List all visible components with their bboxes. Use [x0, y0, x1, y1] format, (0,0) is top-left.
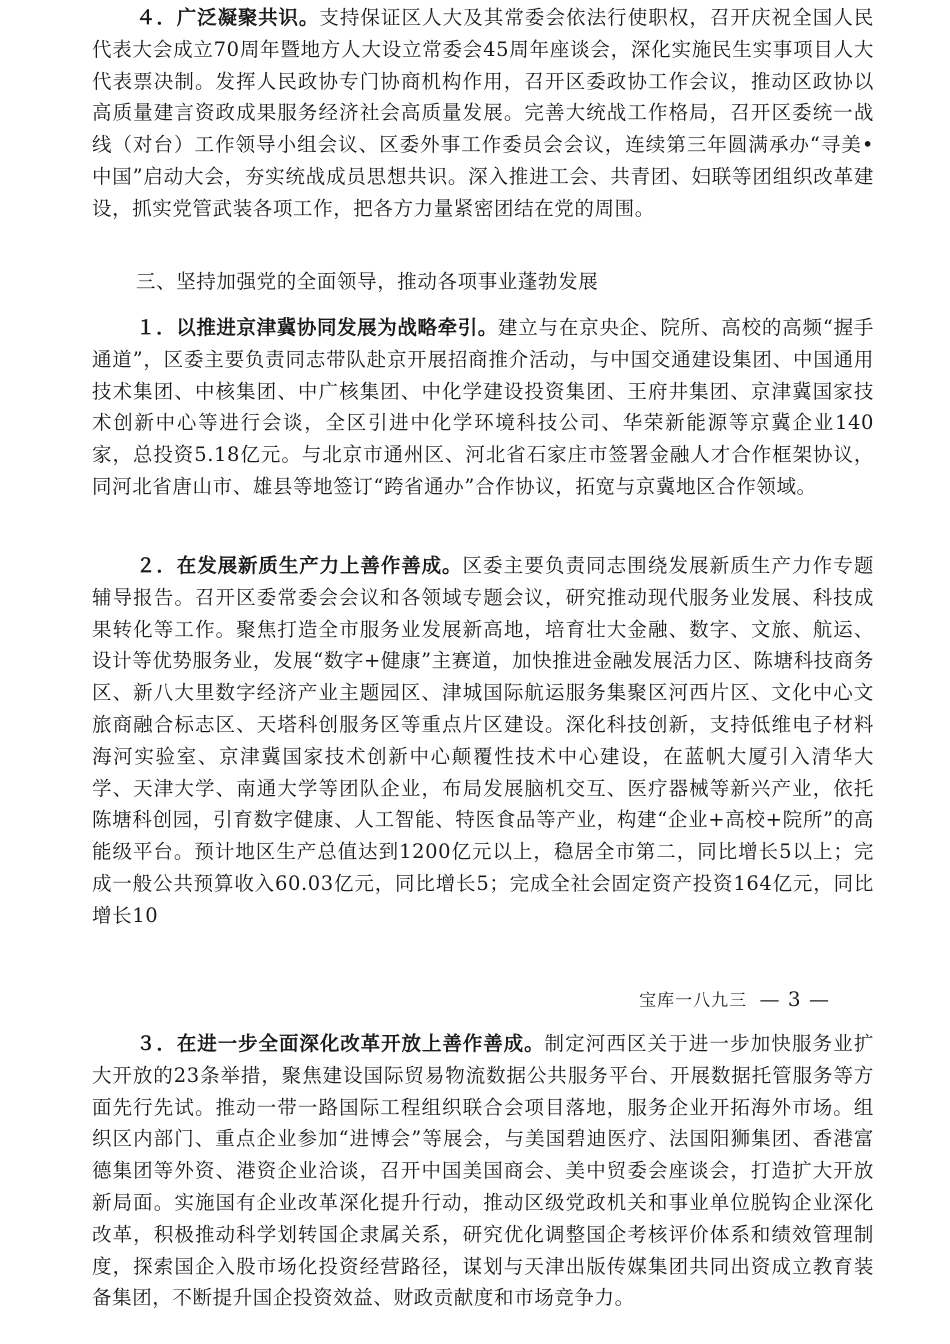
paragraph-lead: ４．广泛凝聚共识。: [136, 6, 320, 29]
paragraph-body: 区委主要负责同志围绕发展新质生产力作专题辅导报告。召开区委常委会会议和各领域专题会议，研究推动现代服务业发展、科技成果转化等工作。聚焦打造全市服务业发展新高地，培育壮大金融、数字、文旅、航运、设计等优势服务业，发展“数字+健康”主赛道，加快推进金融发展活力区、陈塘科技商务区、新八大里数字经济产业主题园区、津城国际航运服务集聚区河西片区、文化中心文旅商融合标志区、天塔科创服务区等重点片区建设。深化科技创新，支持低维电子材料海河实验室、京津冀国家技术创新中心颠覆性技术中心建设，在蓝帆大厦引入清华大学、天津大学、南通大学等团队企业，布局发展脑机交互、医疗器械等新兴产业，依托陈塘科创园，引育数字健康、人工智能、特医食品等产业，构建“企业+高校+院所”的高能级平台。预计地区生产总值达到1200亿元以上，稳居全市第二，同比增长5以上；完成一般公共预算收入60.03亿元，同比增长5；完成全社会固定资产投资164亿元，同比增长10: [92, 554, 874, 927]
section-heading-3: 三、坚持加强党的全面领导，推动各项事业蓬勃发展: [136, 270, 599, 293]
paragraph-lead: ３．在进一步全面深化改革开放上善作善成。: [136, 1032, 545, 1055]
paragraph-4-consensus: [92, 2, 874, 225]
paragraph-body: 制定河西区关于进一步加快服务业扩大开放的23条举措，聚焦建设国际贸易物流数据公共服务平台、开展数据托管服务等方面先行先试。推动一带一路国际工程组织联合会项目落地，服务企业开拓海外市场。组织区内部门、重点企业参加“进博会”等展会，与美国碧迪医疗、法国阳狮集团、香港富德集团等外资、港资企业洽谈，召开中国美国商会、美中贸委会座谈会，打造扩大开放新局面。实施国有企业改革深化提升行动，推动区级党政机关和事业单位脱钩企业深化改革，积极推动科学划转国企隶属关系，研究优化调整国企考核评价体系和绩效管理制度，探索国企入股市场化投资经营路径，谋划与天津出版传媒集团共同出资成立教育装备集团，不断提升国企投资效益、财政贡献度和市场竞争力。: [92, 1032, 874, 1310]
page-number: — 3 —: [759, 987, 830, 1011]
paragraph-body: 建立与在京央企、院所、高校的高频“握手通道”，区委主要负责同志带队赴京开展招商推介活动，与中国交通建设集团、中国通用技术集团、中核集团、中广核集团、中化学建设投资集团、王府井集团、京津冀国家技术创新中心等进行会谈，全区引进中化学环境科技公司、华荣新能源等京冀企业140家，总投资5.18亿元。与北京市通州区、河北省石家庄市签署金融人才合作框架协议，同河北省唐山市、雄县等地签订“跨省通办”合作协议，拓宽与京冀地区合作领域。: [92, 316, 875, 498]
paragraph-1-beijing-tianjin-hebei: [92, 312, 874, 503]
paragraph-lead: ２．在发展新质生产力上善作善成。: [136, 554, 463, 577]
paragraph-body: 支持保证区人大及其常委会依法行使职权，召开庆祝全国人民代表大会成立70周年暨地方人大设立常委会45周年座谈会，深化实施民生实事项目人大代表票决制。发挥人民政协专门协商机构作用，召开区委政协工作会议，推动区政协以高质量建言资政成果服务经济社会高质量发展。完善大统战工作格局，召开区委统一战线（对台）工作领导小组会议、区委外事工作委员会会议，连续第三年圆满承办“寻美• 中国”启动大会，夯实统战成员思想共识。深入推进工会、共青团、妇联等团组织改革建设，抓实党管武装各项工作，把各方力量紧密团结在党的周围。: [92, 6, 874, 220]
footer-source: 宝库一八九三: [639, 991, 748, 1011]
paragraph-2-new-productivity: [92, 550, 874, 932]
paragraph-lead: １．以推进京津冀协同发展为战略牵引。: [136, 316, 498, 339]
paragraph-3-reform-opening: [92, 1028, 874, 1314]
page-footer: [639, 986, 830, 1011]
